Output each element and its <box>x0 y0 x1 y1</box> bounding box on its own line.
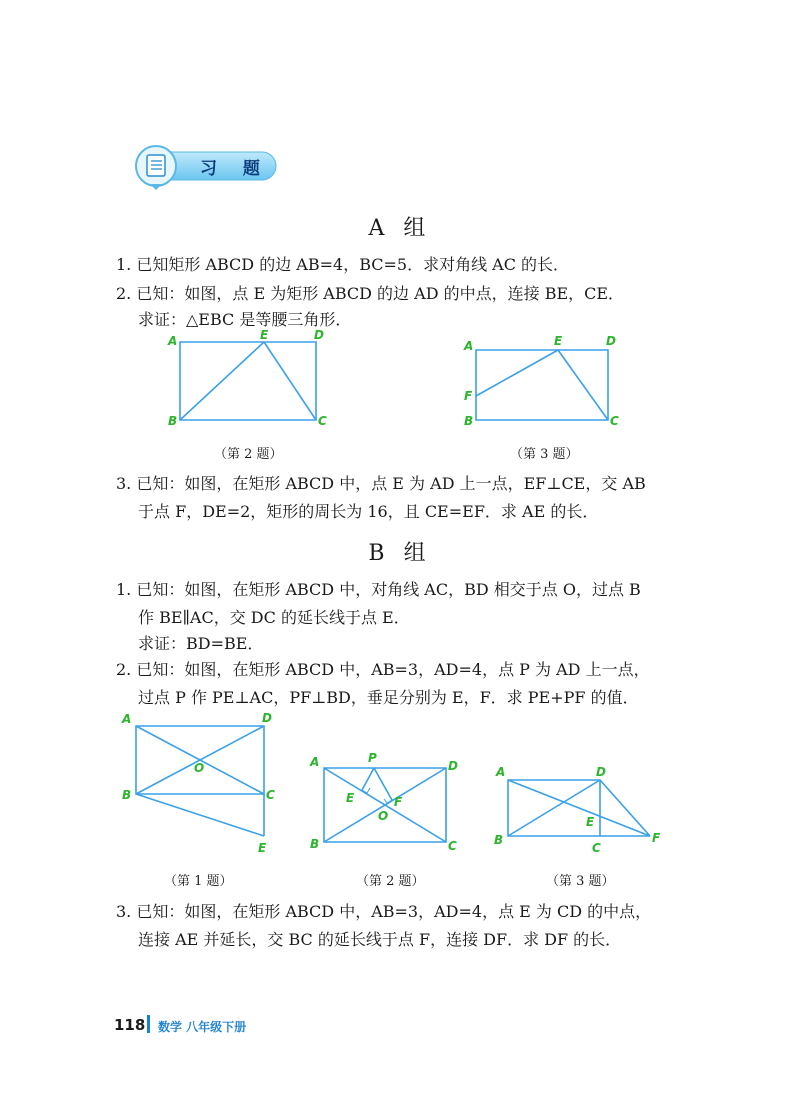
problem-b3: 3. 已知：如图，在矩形 ABCD 中，AB=3，AD=4，点 E 为 CD 的中点， <box>116 902 652 921</box>
point-label-a: A <box>122 712 132 726</box>
point-label-o: O <box>378 809 389 823</box>
problem-a3: 3. 已知：如图，在矩形 ABCD 中，点 E 为 AD 上一点，EF⊥CE，交 AB <box>116 474 646 493</box>
point-label-b: B <box>168 414 178 428</box>
problem-b1-cont: 作 BE∥AC，交 DC 的延长线于点 E． <box>138 608 410 627</box>
group-b-title: B 组 <box>368 541 432 566</box>
point-label-e: E <box>554 334 563 348</box>
point-label-d: D <box>448 759 458 773</box>
problem-a1: 1. 已知矩形 ABCD 的边 AB=4，BC=5．求对角线 AC 的长． <box>116 255 570 274</box>
point-label-b: B <box>464 414 474 428</box>
point-label-b: B <box>122 788 132 802</box>
point-label-d: D <box>596 765 606 779</box>
point-label-d: D <box>606 334 616 348</box>
point-label-a: A <box>168 334 178 348</box>
point-label-p: P <box>368 751 377 765</box>
problem-a2: 2. 已知：如图，点 E 为矩形 ABCD 的边 AD 的中点，连接 BE，CE． <box>116 284 625 303</box>
point-label-a: A <box>310 755 320 769</box>
group-a-title: A 组 <box>368 216 432 241</box>
exercise-title: 习 题 <box>200 159 270 179</box>
problem-b2-cont: 过点 P 作 PE⊥AC，PF⊥BD，垂足分别为 E，F．求 PE+PF 的值． <box>138 688 639 707</box>
point-label-d: D <box>262 711 272 725</box>
problem-b2: 2. 已知：如图，在矩形 ABCD 中，AB=3，AD=4，点 P 为 AD 上一点， <box>116 660 650 679</box>
figure-a3 <box>460 330 640 430</box>
footer-divider <box>147 1015 150 1033</box>
point-label-e: E <box>258 841 267 855</box>
point-label-e: E <box>260 328 269 342</box>
caption-a3: （第 3 题） <box>510 447 579 462</box>
page-number: 118 <box>114 1016 146 1034</box>
point-label-a: A <box>464 339 474 353</box>
point-label-b: B <box>494 833 504 847</box>
point-label-e: E <box>346 791 355 805</box>
point-label-f: F <box>652 831 661 845</box>
point-label-o: O <box>194 761 205 775</box>
point-label-d: D <box>314 328 324 342</box>
caption-a2: （第 2 题） <box>214 447 283 462</box>
figure-b1 <box>118 708 288 858</box>
point-label-e: E <box>586 815 595 829</box>
point-label-a: A <box>496 765 506 779</box>
figure-b2 <box>306 748 466 858</box>
book-title: 数学 八年级下册 <box>158 1020 247 1034</box>
point-label-c: C <box>318 414 327 428</box>
figure-a2 <box>160 330 340 430</box>
figure-b3 <box>494 762 674 855</box>
point-label-b: B <box>310 837 320 851</box>
point-label-f: F <box>394 795 403 809</box>
point-label-f: F <box>464 389 473 403</box>
problem-b3-cont: 连接 AE 并延长，交 BC 的延长线于点 F，连接 DF．求 DF 的长． <box>138 930 622 949</box>
point-label-c: C <box>448 839 457 853</box>
notebook-icon <box>147 155 165 176</box>
problem-a2-prove: 求证：△EBC 是等腰三角形． <box>138 310 352 329</box>
point-label-c: C <box>610 414 619 428</box>
problem-b1: 1. 已知：如图，在矩形 ABCD 中，对角线 AC，BD 相交于点 O，过点 B <box>116 580 641 599</box>
point-label-c: C <box>592 841 601 855</box>
caption-b3: （第 3 题） <box>546 874 615 889</box>
caption-b2: （第 2 题） <box>356 874 425 889</box>
problem-b1-prove: 求证：BD=BE． <box>138 634 264 653</box>
point-label-c: C <box>266 788 275 802</box>
caption-b1: （第 1 题） <box>164 874 233 889</box>
problem-a3-cont: 于点 F，DE=2，矩形的周长为 16，且 CE=EF．求 AE 的长． <box>138 502 599 521</box>
